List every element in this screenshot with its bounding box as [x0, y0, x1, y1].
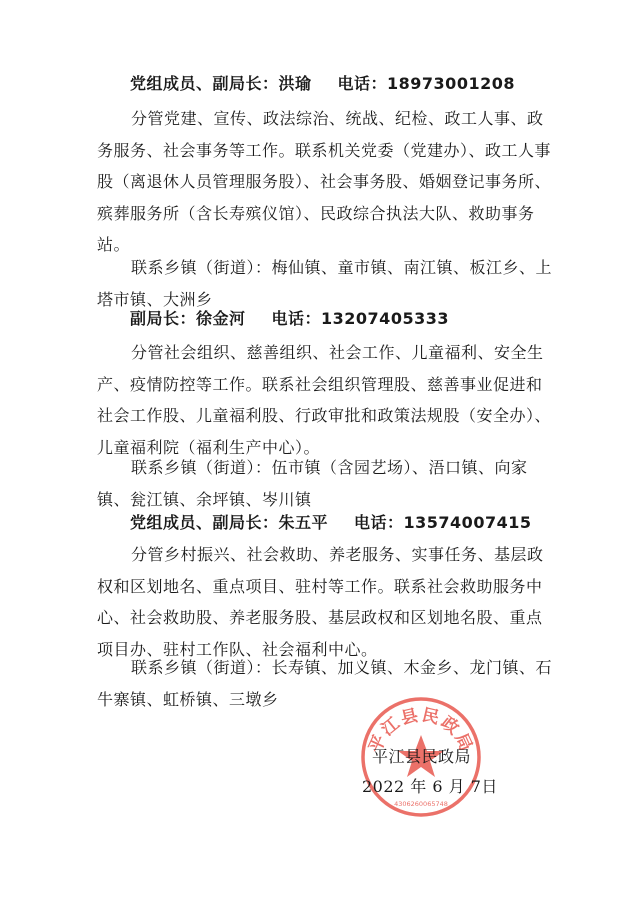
section-2-towns: 联系乡镇（街道）：伍市镇（含园艺场）、浯口镇、向家镇、瓮江镇、余坪镇、岑川镇	[97, 458, 528, 509]
section-2-title: 副局长：徐金河	[130, 309, 246, 328]
section-3-title: 党组成员、副局长：朱五平	[130, 513, 329, 532]
signature-date: 2022 年 6 月 7日	[362, 777, 498, 796]
signature-org: 平江县民政局	[372, 747, 472, 766]
section-3-duties: 分管乡村振兴、社会救助、养老服务、实事任务、基层政权和区划地名、重点项目、驻村等工作。联系社会救助服务中心、社会救助股、养老服务股、基层政权和区划地名股、重点项目办、驻村工作队、社会福利中心。	[97, 545, 544, 659]
section-1-phone: 电话：18973001208	[337, 74, 515, 93]
section-1-title: 党组成员、副局长：洪瑜	[130, 74, 312, 93]
section-1-towns: 联系乡镇（街道）：梅仙镇、童市镇、南江镇、板江乡、上塔市镇、大洲乡	[97, 258, 553, 309]
seal-text: 平江县民政局	[365, 705, 477, 756]
seal-code: 4306260065748	[394, 800, 448, 808]
section-2-heading	[130, 306, 449, 329]
section-3-towns: 联系乡镇（街道）：长寿镇、加义镇、木金乡、龙门镇、石牛寨镇、虹桥镇、三墩乡	[97, 658, 553, 709]
section-3-phone: 电话：13574007415	[354, 513, 532, 532]
section-2-duties: 分管社会组织、慈善组织、社会工作、儿童福利、安全生产、疫情防控等工作。联系社会组织管理股、慈善事业促进和社会工作股、儿童福利股、行政审批和政策法规股（安全办）、儿童福利院（福利生产中心）。	[97, 343, 552, 457]
section-1-duties: 分管党建、宣传、政法综治、统战、纪检、政工人事、政务服务、社会事务等工作。联系机关党委（党建办）、政工人事股（离退休人员管理服务股）、社会事务股、婚姻登记事务所、殡葬服务所（含长寿殡仪馆）、民政综合执法大队、救助事务站。	[97, 109, 552, 254]
section-3-heading	[130, 510, 531, 533]
section-2-phone: 电话：13207405333	[271, 309, 449, 328]
section-1-heading	[130, 71, 515, 94]
